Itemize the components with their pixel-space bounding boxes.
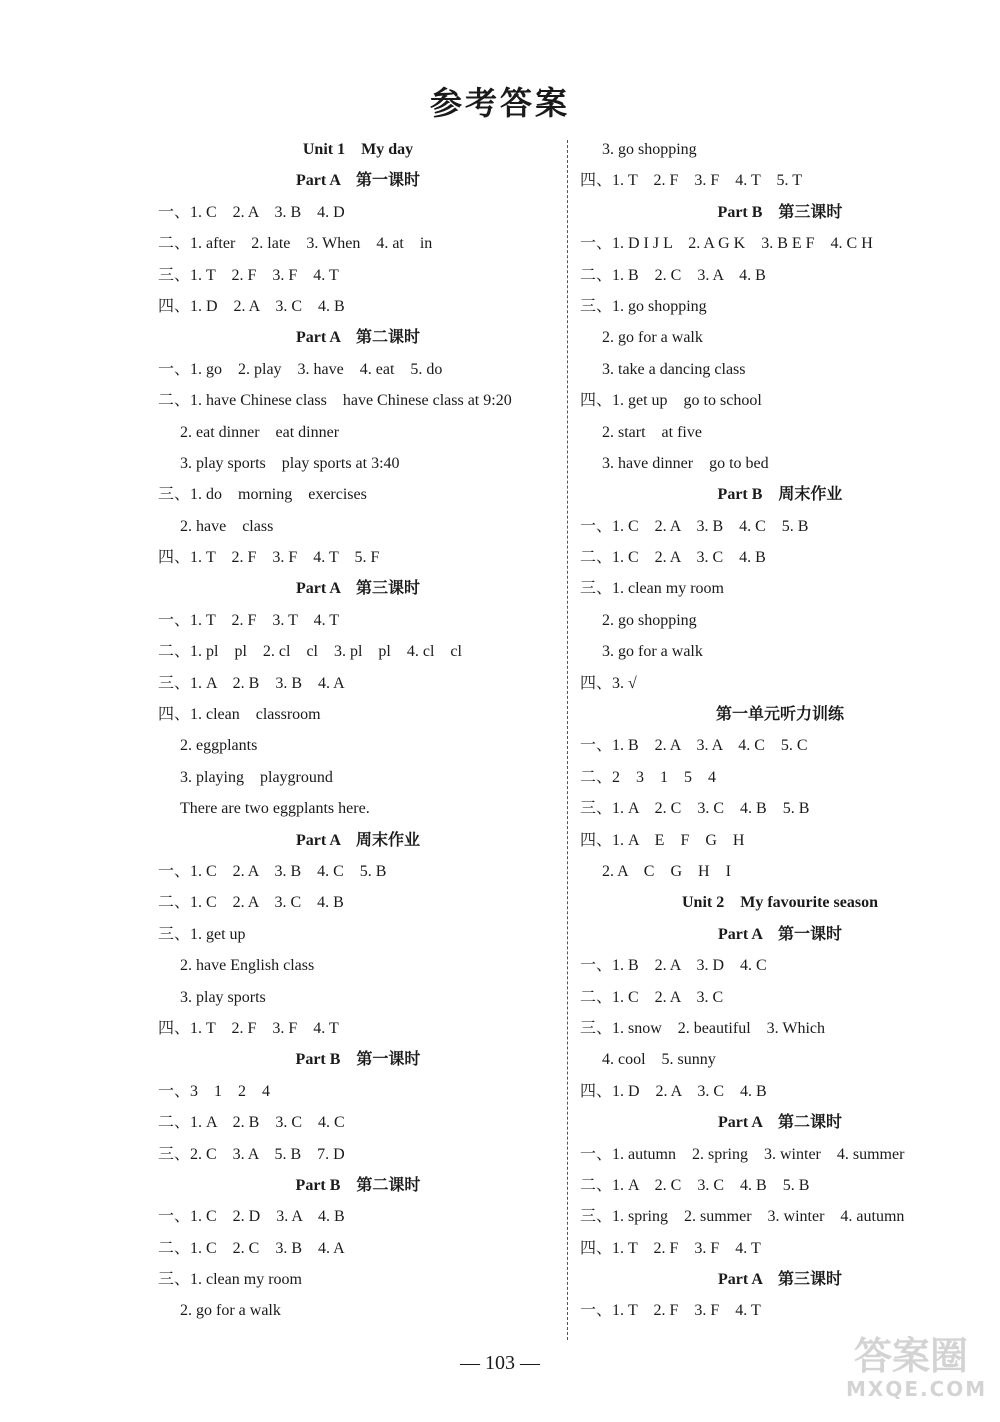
answer-line: 一、1. T 2. F 3. F 4. T <box>580 1302 761 1320</box>
section-heading: Part A 第二课时 <box>296 329 420 347</box>
section-heading: Part B 第二课时 <box>295 1176 421 1194</box>
answer-line: 四、1. T 2. F 3. F 4. T <box>158 1019 339 1037</box>
answer-line: 2. eggplants <box>180 737 258 755</box>
answer-line: 三、1. snow 2. beautiful 3. Which <box>580 1019 826 1037</box>
answer-line: 3. have dinner go to bed <box>602 454 769 472</box>
right-column <box>580 134 980 1327</box>
left-column <box>158 134 558 1327</box>
column-divider <box>567 140 568 1340</box>
section-heading: Part A 第三课时 <box>296 580 420 598</box>
answer-line: 二、1. C 2. C 3. B 4. A <box>158 1239 345 1257</box>
section-heading: Part B 周末作业 <box>717 486 843 504</box>
answer-line: There are two eggplants here. <box>180 800 370 818</box>
answer-line: 三、1. get up <box>158 925 246 943</box>
answer-line: 三、1. T 2. F 3. F 4. T <box>158 266 339 284</box>
answer-line: 一、1. C 2. A 3. B 4. C 5. B <box>158 862 387 880</box>
page-title: 参考答案 <box>429 84 570 122</box>
answer-line: 一、1. B 2. A 3. D 4. C <box>580 957 767 975</box>
answer-line: 2. A C G H I <box>602 862 731 880</box>
page-number: — 103 — <box>460 1352 540 1374</box>
answer-line: 一、1. B 2. A 3. A 4. C 5. C <box>580 737 808 755</box>
answer-line: 一、1. T 2. F 3. T 4. T <box>158 611 340 629</box>
answer-line: 4. cool 5. sunny <box>602 1051 716 1069</box>
section-heading: Part B 第一课时 <box>295 1051 421 1069</box>
answer-line: 四、1. A E F G H <box>580 831 745 849</box>
answer-line: 四、1. T 2. F 3. F 4. T <box>580 1239 761 1257</box>
answer-line: 2. eat dinner eat dinner <box>180 423 340 441</box>
answer-line: 二、1. C 2. A 3. C <box>580 988 724 1006</box>
answer-line: 一、1. C 2. D 3. A 4. B <box>158 1208 345 1226</box>
answer-line: 3. go shopping <box>602 141 697 158</box>
section-heading: 第一单元听力训练 <box>715 706 844 724</box>
answer-line: 四、1. D 2. A 3. C 4. B <box>158 297 345 315</box>
section-heading: Part A 第一课时 <box>718 925 842 943</box>
section-heading: Unit 2 My favourite season <box>682 894 878 912</box>
answer-line: 二、1. pl pl 2. cl cl 3. pl pl 4. cl cl <box>158 643 462 661</box>
watermark-logo <box>846 1334 988 1404</box>
answer-line: 三、1. A 2. C 3. C 4. B 5. B <box>580 800 810 818</box>
answer-line: 四、1. D 2. A 3. C 4. B <box>580 1082 767 1100</box>
answer-line: 三、1. go shopping <box>580 297 707 315</box>
answer-line: 三、1. clean my room <box>158 1271 302 1289</box>
answer-line: 一、1. autumn 2. spring 3. winter 4. summer <box>580 1145 905 1163</box>
answer-line: 三、2. C 3. A 5. B 7. D <box>158 1145 345 1163</box>
answer-line: 二、1. A 2. B 3. C 4. C <box>158 1114 345 1132</box>
section-heading: Part A 第一课时 <box>296 172 420 190</box>
answer-line: 一、1. D I J L 2. A G K 3. B E F 4. C H <box>580 235 873 253</box>
answer-line: 四、1. T 2. F 3. F 4. T 5. T <box>580 172 802 190</box>
answer-line: 3. go for a walk <box>602 643 703 661</box>
answer-line: 四、1. clean classroom <box>158 706 321 724</box>
answer-line: 一、1. C 2. A 3. B 4. C 5. B <box>580 517 809 535</box>
answer-line: 二、1. after 2. late 3. When 4. at in <box>158 235 433 253</box>
answer-line: 3. playing playground <box>180 768 333 786</box>
answer-line: 二、1. C 2. A 3. C 4. B <box>580 549 766 567</box>
answer-line: 二、2 3 1 5 4 <box>580 768 717 786</box>
answer-line: 二、1. B 2. C 3. A 4. B <box>580 266 766 284</box>
section-heading: Part A 周末作业 <box>296 831 420 849</box>
answer-line: 2. go for a walk <box>602 329 703 347</box>
answer-line: 四、1. get up go to school <box>580 392 762 410</box>
answer-line: 三、1. spring 2. summer 3. winter 4. autumn <box>580 1208 905 1226</box>
answer-line: 3. play sports <box>180 988 266 1006</box>
answer-line: 一、3 1 2 4 <box>158 1082 271 1100</box>
section-heading: Part B 第三课时 <box>717 203 843 221</box>
watermark-text-bottom: MXQE.COM <box>846 1377 988 1401</box>
answer-line: 二、1. A 2. C 3. C 4. B 5. B <box>580 1176 810 1194</box>
answer-line: 二、1. have Chinese class have Chinese class at 9:20 <box>158 392 512 410</box>
answer-line: 2. have class <box>180 517 274 535</box>
answer-line: 二、1. C 2. A 3. C 4. B <box>158 894 344 912</box>
answer-line: 四、1. T 2. F 3. F 4. T 5. F <box>158 549 380 567</box>
answer-line: 三、1. clean my room <box>580 580 724 598</box>
answer-line: 一、1. C 2. A 3. B 4. D <box>158 203 345 221</box>
answer-line: 四、3. √ <box>580 674 637 692</box>
answer-line: 2. go shopping <box>602 611 697 629</box>
section-heading: Part A 第二课时 <box>718 1114 842 1132</box>
answer-line: 三、1. do morning exercises <box>158 486 367 504</box>
answer-line: 3. take a dancing class <box>602 360 746 378</box>
section-heading: Unit 1 My day <box>302 141 414 158</box>
watermark-text-top: 答案圈 <box>853 1334 968 1378</box>
answer-line: 2. go for a walk <box>180 1302 281 1320</box>
section-heading: Part A 第三课时 <box>718 1271 842 1289</box>
answer-line: 一、1. go 2. play 3. have 4. eat 5. do <box>158 360 443 378</box>
answer-line: 3. play sports play sports at 3:40 <box>180 454 400 472</box>
answer-line: 2. have English class <box>180 957 315 975</box>
answer-line: 三、1. A 2. B 3. B 4. A <box>158 674 345 692</box>
answer-line: 2. start at five <box>602 423 702 441</box>
